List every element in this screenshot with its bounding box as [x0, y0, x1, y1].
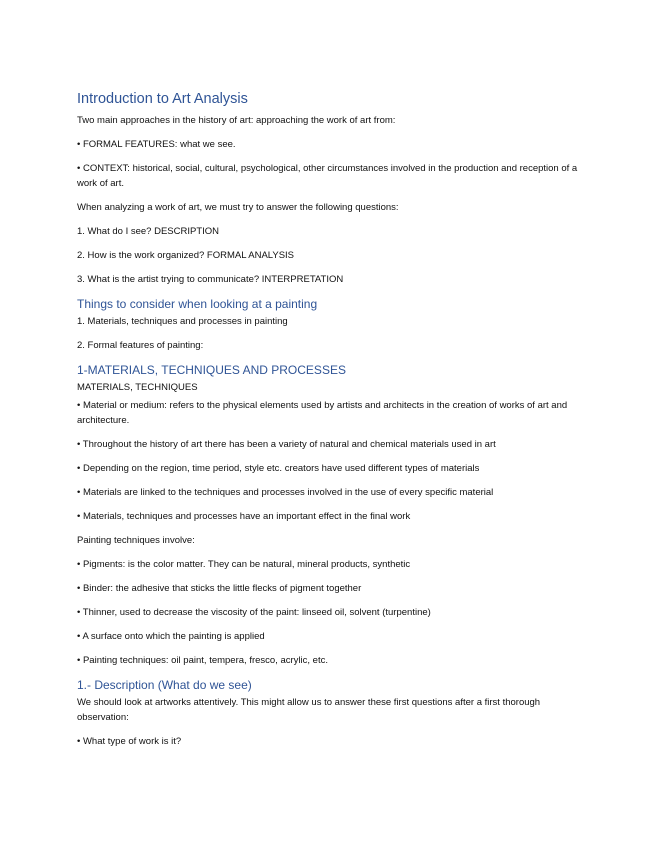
document-title: Introduction to Art Analysis: [77, 91, 248, 107]
heading-materials-techniques: 1-MATERIALS, TECHNIQUES AND PROCESSES: [77, 363, 346, 377]
consider-item-materials: 1. Materials, techniques and processes in painting: [77, 316, 288, 327]
bullet-thinner: • Thinner, used to decrease the viscosity of the paint: linseed oil, solvent (turpentine): [77, 607, 431, 618]
bullet-binder: • Binder: the adhesive that sticks the little flecks of pigment together: [77, 583, 362, 594]
bullet-formal-features: • FORMAL FEATURES: what we see.: [77, 139, 236, 150]
heading-things-to-consider: Things to consider when looking at a painting: [77, 297, 318, 311]
bullet-final-work-effect: • Materials, techniques and processes have an important effect in the final work: [77, 511, 411, 522]
bullet-pigments: • Pigments: is the color matter. They can be natural, mineral products, synthetic: [77, 559, 411, 570]
questions-lead: When analyzing a work of art, we must try to answer the following questions:: [77, 202, 399, 213]
bullet-painting-techniques: • Painting techniques: oil paint, tempera, fresco, acrylic, etc.: [77, 655, 328, 666]
bullet-type-of-work: • What type of work is it?: [77, 736, 182, 747]
consider-item-formal-features: 2. Formal features of painting:: [77, 340, 204, 351]
bullet-materials-linked: • Materials are linked to the techniques and processes involved in the use of every specific material: [77, 487, 494, 498]
painting-techniques-lead: Painting techniques involve:: [77, 535, 195, 546]
description-lead: We should look at artworks attentively. This might allow us to answer these first questions after a first thorough observation:: [77, 697, 541, 723]
subheading-materials-techniques: MATERIALS, TECHNIQUES: [77, 382, 198, 393]
bullet-region-period: • Depending on the region, time period, style etc. creators have used different types of materials: [77, 463, 480, 474]
question-formal-analysis: 2. How is the work organized? FORMAL ANALYSIS: [77, 250, 295, 261]
intro-lead: Two main approaches in the history of art: approaching the work of art from:: [77, 115, 396, 126]
bullet-material-medium: • Material or medium: refers to the physical elements used by artists and architects in the creation of works of art and architecture.: [77, 400, 568, 426]
bullet-surface: • A surface onto which the painting is applied: [77, 631, 265, 642]
question-interpretation: 3. What is the artist trying to communicate? INTERPRETATION: [77, 274, 344, 285]
question-description: 1. What do I see? DESCRIPTION: [77, 226, 220, 237]
bullet-context: • CONTEXT: historical, social, cultural, psychological, other circumstances involved in the production and reception of a work of art.: [77, 163, 578, 189]
bullet-history-materials: • Throughout the history of art there has been a variety of natural and chemical materials used in art: [77, 439, 496, 450]
heading-description: 1.- Description (What do we see): [77, 678, 252, 692]
document-page: [77, 90, 587, 758]
